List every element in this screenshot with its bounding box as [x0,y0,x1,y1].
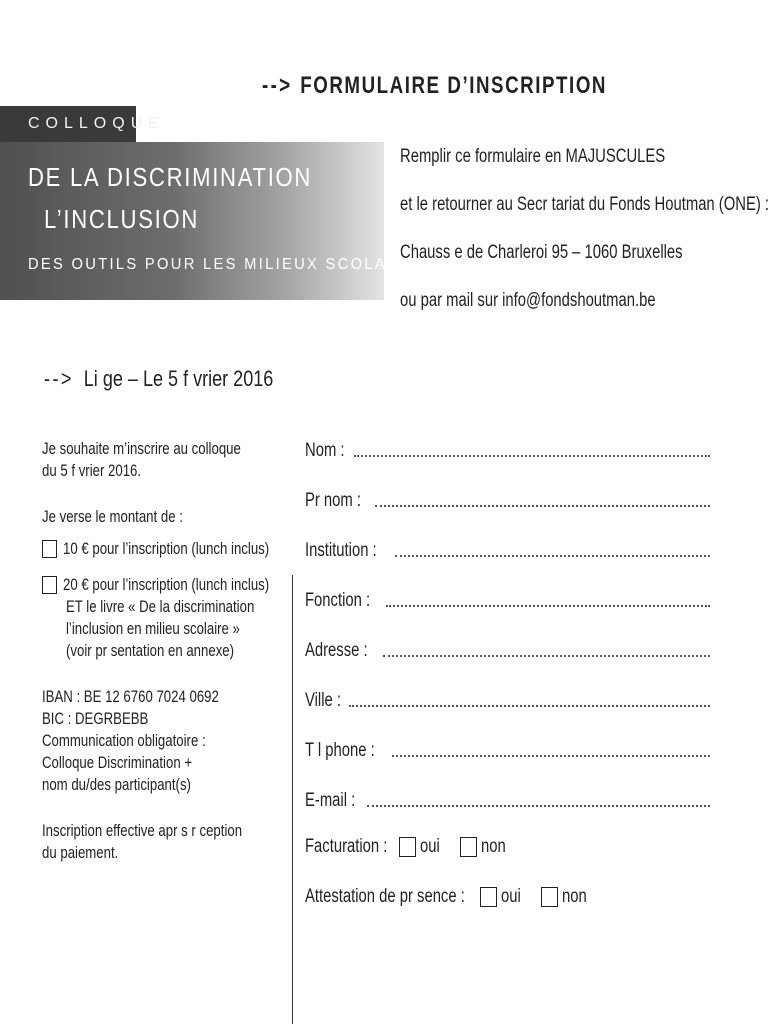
form-title-text: FORMULAIRE D’INSCRIPTION [300,72,608,99]
facturation-label: Facturation : [305,836,388,857]
adresse-label: Adresse : [305,640,368,661]
banner-title-line2: L’INCLUSION [44,204,200,234]
option-20-detail: l’inclusion en milieu scolaire » [66,620,240,638]
facturation-non-checkbox[interactable] [460,837,477,857]
effective-note: Inscription effective apr s r ception [42,822,243,840]
option-20-checkbox[interactable] [42,576,57,594]
attestation-label: Attestation de pr sence : [305,886,465,907]
nom-field[interactable] [305,436,710,462]
form-title [262,72,607,100]
intro-text-date: du 5 f vrier 2016. [42,462,142,480]
effective-note: du paiement. [42,844,119,862]
ville-field[interactable] [305,686,710,712]
instruction-email: ou par mail sur info@fondshoutman.be [400,290,656,311]
fonction-label: Fonction : [305,590,371,611]
attestation-non-label: non [562,886,587,907]
instruction-line2: et le retourner au Secr tariat du Fonds Houtman (ONE) : [400,194,770,215]
institution-field[interactable] [305,536,710,562]
institution-label: Institution : [305,540,377,561]
email-field[interactable] [305,786,710,812]
email-input-line[interactable] [367,805,710,807]
fonction-input-line[interactable] [386,605,710,607]
banner-subtitle: DES OUTILS POUR LES MILIEUX SCOLAIRES [28,256,431,273]
ville-input-line[interactable] [349,705,710,707]
adresse-input-line[interactable] [383,655,710,657]
colloque-tag: COLLOQUE [0,106,136,142]
payment-info-column [42,438,282,864]
option-10-row [42,538,282,560]
communication-text: nom du/des participant(s) [42,776,191,794]
title-banner [0,142,431,300]
attestation-oui-label: oui [501,886,521,907]
iban-text: IBAN : BE 12 6760 7024 0692 [42,688,219,706]
nom-label: Nom : [305,440,345,461]
nom-input-line[interactable] [354,455,710,457]
intro-text: Je souhaite m’inscrire au colloque [42,440,241,458]
option-20-label: 20 € pour l’inscription (lunch inclus) [63,576,270,594]
telephone-input-line[interactable] [392,755,710,757]
arrow-icon: --> [262,72,293,99]
option-10-checkbox[interactable] [42,540,57,558]
telephone-label: T l phone : [305,740,375,761]
institution-input-line[interactable] [395,555,710,557]
telephone-field[interactable] [305,736,710,762]
adresse-field[interactable] [305,636,710,662]
instruction-address: Chauss e de Charleroi 95 – 1060 Bruxelles [400,242,683,263]
prenom-input-line[interactable] [375,505,710,507]
column-divider [292,575,293,1024]
facturation-choice [305,836,513,858]
option-10-label: 10 € pour l’inscription (lunch inclus) [63,540,270,558]
option-20-detail: (voir pr sentation en annexe) [66,642,235,660]
attestation-non-checkbox[interactable] [541,887,558,907]
attestation-oui-checkbox[interactable] [480,887,497,907]
option-20-row [42,574,282,596]
arrow-icon: --> [44,366,74,391]
communication-label: Communication obligatoire : [42,732,206,750]
attestation-choice [305,886,594,908]
communication-text: Colloque Discrimination + [42,754,193,772]
bic-text: BIC : DEGRBEBB [42,710,149,728]
banner-title-line1: DE LA DISCRIMINATION [28,162,313,192]
email-label: E-mail : [305,790,356,811]
prenom-label: Pr nom : [305,490,362,511]
facturation-non-label: non [481,836,506,857]
instruction-line1: Remplir ce formulaire en MAJUSCULES [400,146,666,167]
event-date-text: Li ge – Le 5 f vrier 2016 [83,366,274,391]
event-date-heading [44,366,273,392]
option-20-detail: ET le livre « De la discrimination [66,598,255,616]
prenom-field[interactable] [305,486,710,512]
ville-label: Ville : [305,690,341,711]
facturation-oui-label: oui [420,836,440,857]
payment-label: Je verse le montant de : [42,508,183,526]
fonction-field[interactable] [305,586,710,612]
facturation-oui-checkbox[interactable] [399,837,416,857]
